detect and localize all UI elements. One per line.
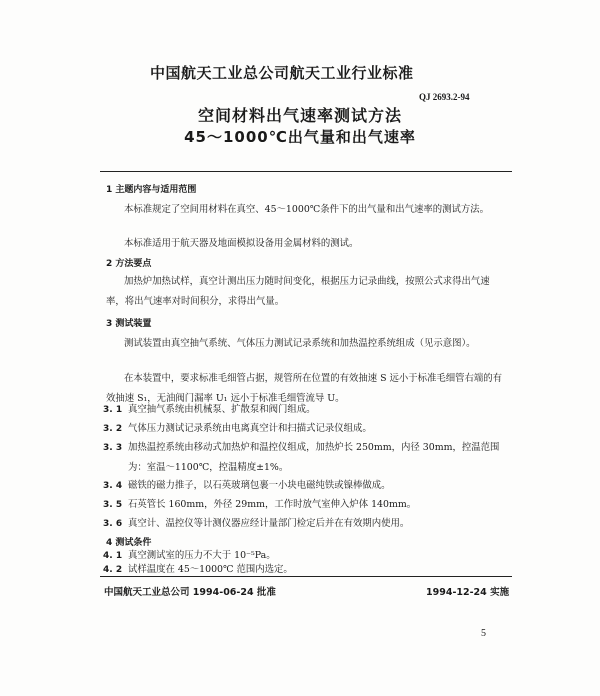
- header-rule: [100, 171, 512, 172]
- item-number: 3. 1: [103, 405, 123, 415]
- item-number: 3. 6: [103, 519, 123, 529]
- paragraph: 本标准规定了空间用材料在真空、45～1000℃条件下的出气量和出气速率的测试方法。: [124, 204, 490, 215]
- paragraph: 本标准适用于航天器及地面模拟设备用金属材料的测试。: [124, 238, 359, 249]
- item-text: 真空测试室的压力不大于 10⁻⁵Pa。: [128, 550, 276, 561]
- item-text: 试样温度在 45～1000℃ 范围内选定。: [128, 564, 293, 575]
- item-number: 4. 2: [103, 565, 123, 575]
- approval-line: 中国航天工业总公司 1994-06-24 批准: [104, 587, 276, 598]
- item-number: 3. 3: [103, 443, 123, 453]
- section-heading: 1 主题内容与适用范围: [106, 185, 197, 195]
- item-number: 3. 4: [103, 481, 123, 491]
- paragraph: 在本装置中，要求标准毛细管占据，规管所在位置的有效抽速 S 远小于标准毛细管右端的有效抽速 S₁，无油阀门漏率 U₁ 远小于标准毛细管流导 U。: [106, 373, 503, 404]
- item-text: 真空计、温控仪等计测仪器应经计量部门检定后并在有效期内使用。: [128, 518, 410, 529]
- page-number: 5: [481, 628, 486, 639]
- section-heading: 3 测试装置: [106, 319, 152, 329]
- issuing-organization: 中国航天工业总公司航天工业行业标准: [150, 64, 414, 82]
- document-title: 空间材料出气速率测试方法: [197, 106, 402, 125]
- item-number: 3. 2: [103, 424, 123, 434]
- paragraph: 测试装置由真空抽气系统、气体压力测试记录系统和加热温控系统组成（见示意图）。: [124, 338, 476, 349]
- item-text: 气体压力测试记录系统由电离真空计和扫描式记录仪组成。: [128, 423, 372, 434]
- document-subtitle: 45～1000℃出气量和出气速率: [184, 128, 416, 146]
- item-text: 磁铁的磁力推子，以石英玻璃包裹一小块电磁纯铁或镍棒做成。: [128, 480, 391, 491]
- effective-date: 1994-12-24 实施: [426, 587, 510, 598]
- item-text: 石英管长 160mm，外径 29mm，工作时放气室伸入炉体 140mm。: [128, 499, 417, 510]
- section-heading: 4 测试条件: [106, 538, 152, 548]
- item-text: 加热温控系统由移动式加热炉和温控仪组成，加热炉长 250mm，内径 30mm，控温范围为：室温～1100℃，控温精度±1%。: [128, 442, 500, 473]
- item-text: 真空抽气系统由机械泵、扩散泵和阀门组成。: [128, 404, 316, 415]
- footer-rule: [100, 576, 512, 577]
- document-number: QJ 2693.2-94: [419, 92, 470, 102]
- paragraph: 加热炉加热试样，真空计测出压力随时间变化，根据压力记录曲线，按照公式求得出气速率，将出气速率对时间积分，求得出气量。: [106, 276, 490, 307]
- item-number: 4. 1: [103, 551, 123, 561]
- section-heading: 2 方法要点: [106, 259, 152, 269]
- item-number: 3. 5: [103, 500, 123, 510]
